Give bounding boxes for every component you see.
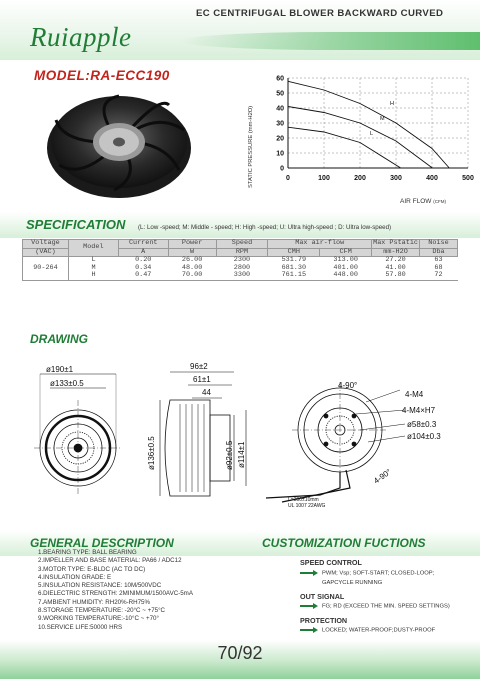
chart-x-tick: 100 [318, 175, 330, 182]
list-item: 2.IMPELLER AND BASE MATERIAL: PA66 / ADC12 [38, 557, 182, 565]
list-item: 1.BEARING TYPE: BALL BEARING [38, 549, 137, 556]
cell-cfm: 401.00 [333, 263, 358, 272]
chart-series-line [288, 81, 449, 168]
chart-x-tick: 300 [390, 175, 402, 182]
chart-y-tick: 50 [276, 90, 284, 98]
performance-chart [240, 70, 480, 210]
custom-group-signal [300, 592, 344, 601]
cell-model: L [91, 256, 96, 264]
lead-wire-spec: UL 1007 22AWG [288, 503, 326, 509]
th-power: Power [168, 240, 216, 249]
custom-item-cont: GAPCYCLE RUNNING [322, 580, 383, 586]
arrow-icon [300, 570, 318, 576]
custom-title: CUSTOMIZATION FUCTIONS [262, 536, 426, 550]
list-item: 4.INSULATION GRADE: E [38, 573, 112, 581]
dim-d114: ø114±1 [237, 441, 246, 468]
chart-y-label: STATIC PRESSURE (mm-H2O) [248, 105, 254, 188]
chart-series [288, 81, 449, 168]
chart-y-tick: 60 [276, 75, 284, 83]
rear-view [266, 382, 405, 502]
chart-x-label: AIR FLOW (CFM) [400, 198, 446, 205]
cell-cfm: 313.00 [333, 256, 358, 264]
spec-title: SPECIFICATION [26, 217, 126, 232]
dim-w44: 44 [202, 388, 211, 397]
dim-d136: ø136±0.5 [147, 436, 156, 470]
unit-cmh: CMH [268, 248, 320, 257]
unit-current: A [118, 248, 168, 257]
table-row [23, 272, 458, 280]
cell-model: M [91, 263, 96, 272]
chart-grid [288, 78, 468, 168]
cell-speed: 3300 [233, 271, 251, 279]
arrow-icon [300, 603, 318, 609]
chart-x-tick: 500 [462, 175, 474, 182]
dim-w96: 96±2 [190, 362, 208, 371]
cell-current: 0.47 [135, 271, 152, 279]
dim-angle-top: 4-90° [338, 381, 358, 390]
dim-d190: ø190±1 [46, 365, 74, 374]
cell-cfm: 448.00 [333, 271, 358, 279]
list-item: 5.INSULATION RESISTANCE: 10M/500VDC [38, 582, 162, 590]
list-item: 9.WORKING TEMPERATURE:-10°C ~ +70° [38, 615, 159, 623]
unit-noise: Dba [420, 248, 458, 257]
dim-angle-bottom: 4-90° [371, 467, 393, 486]
chart-series-label: L [370, 131, 374, 137]
custom-item [300, 627, 435, 634]
custom-heading: OUT SIGNAL [300, 592, 345, 601]
chart-y-tick: 20 [276, 135, 284, 143]
chart-y-tick: 10 [276, 150, 284, 158]
general-title: GENERAL DESCRIPTION [30, 536, 174, 550]
cell-power: 70.00 [181, 271, 203, 279]
technical-drawing [20, 360, 470, 525]
custom-group-protection [300, 616, 347, 625]
brand-logo: Ruiapple [30, 22, 132, 52]
cell-model: H [91, 271, 96, 279]
th-model: Model [68, 240, 118, 257]
spec-legend: (L: Low -speed; M: Middle - speed; H: High -speed; U: Ultra high-speed ; D: Ultra low-speed) [138, 224, 392, 231]
cell-current: 0.20 [135, 256, 152, 264]
th-airflow: Max air-flow [268, 240, 372, 249]
product-photo [44, 90, 194, 200]
th-pressure: Max Pstatic [373, 239, 418, 247]
lead-length: L=300±10mm [288, 497, 319, 503]
dim-d104: ø104±0.3 [407, 432, 441, 441]
spec-table [22, 239, 458, 281]
chart-ticks [276, 76, 474, 183]
list-item: 7.AMBIENT HUMIDITY: RH20%-RH75% [38, 598, 150, 606]
cell-speed: 2300 [233, 256, 251, 264]
chart-x-tick: 400 [426, 175, 438, 182]
th-voltage: Voltage [23, 240, 69, 249]
unit-cfm: CFM [320, 248, 372, 257]
unit-speed: RPM [216, 248, 268, 257]
th-current: Current [118, 240, 168, 249]
voltage-value: 90-264 [23, 257, 69, 281]
dim-w61: 61±1 [193, 375, 211, 384]
page-number: 70/92 [217, 643, 263, 663]
cell-pressure: 57.80 [385, 271, 406, 279]
arrow-icon [300, 627, 318, 633]
cell-cmh: 531.79 [281, 256, 307, 264]
cell-noise: 72 [434, 271, 443, 279]
custom-heading: PROTECTION [300, 616, 348, 625]
chart-series-label: M [380, 116, 385, 122]
custom-item-text: LOCKED; WATER-PROOF;DUSTY-PROOF [322, 627, 436, 634]
cell-power: 48.00 [181, 263, 203, 272]
cell-noise: 68 [434, 263, 443, 272]
chart-series-line [288, 127, 401, 168]
cell-power: 26.00 [181, 256, 203, 264]
custom-item-text: PWM; Vsp; SOFT-START; CLOSED-LOOP; [322, 570, 435, 577]
custom-group-speed [300, 558, 362, 567]
model-title: MODEL:RA-ECC190 [34, 68, 170, 83]
cell-pressure: 27.20 [385, 256, 406, 264]
unit-voltage: (VAC) [23, 248, 69, 257]
list-item: 10.SERVICE LIFE:50000 HRS [38, 623, 123, 631]
spec-header-row [23, 240, 458, 249]
custom-item-text: FG; RD (EXCEED THE MIN. SPEED SETTINGS) [322, 603, 450, 610]
dim-d92: ø92±0.5 [225, 440, 234, 470]
front-view [34, 374, 122, 496]
unit-pressure: mm-H2O [372, 248, 420, 257]
dim-m4h7: 4-M4×H7 [402, 406, 436, 415]
dim-m4: 4-M4 [405, 390, 424, 399]
custom-heading: SPEED CONTROL [300, 558, 362, 567]
cell-cmh: 681.30 [281, 263, 307, 272]
header-swoosh [180, 32, 480, 50]
custom-item [300, 570, 434, 577]
list-item: 6.DIELECTRIC STRENGTH: 2MINIMUM/1500AVC-5mA [38, 590, 193, 598]
list-item: 8.STORAGE TEMPERATURE: -20°C ~ +75°C [38, 607, 166, 615]
list-item: 3.MOTOR TYPE: E-BLDC (AC TO DC) [38, 565, 146, 573]
chart-y-tick: 30 [276, 120, 284, 128]
cell-cmh: 761.15 [281, 271, 307, 279]
cell-noise: 63 [434, 256, 443, 264]
header-title: EC CENTRIFUGAL BLOWER BACKWARD CURVED [196, 8, 444, 19]
unit-power: W [168, 248, 216, 257]
cell-current: 0.34 [135, 263, 152, 272]
chart-y-tick: 40 [276, 105, 284, 113]
dim-d58: ø58±0.3 [407, 420, 437, 429]
th-noise: Noise [420, 240, 458, 249]
drawing-title: DRAWING [30, 332, 88, 346]
chart-y-tick: 0 [280, 165, 284, 173]
general-list [38, 549, 193, 632]
chart-series-label: H [390, 101, 394, 107]
chart-x-tick: 200 [354, 175, 366, 182]
th-speed: Speed [216, 240, 268, 249]
cell-pressure: 41.00 [385, 263, 406, 272]
cell-speed: 2800 [233, 263, 251, 272]
custom-item [300, 603, 450, 610]
dim-d133: ø133±0.5 [50, 379, 84, 388]
chart-x-tick: 0 [286, 175, 290, 182]
